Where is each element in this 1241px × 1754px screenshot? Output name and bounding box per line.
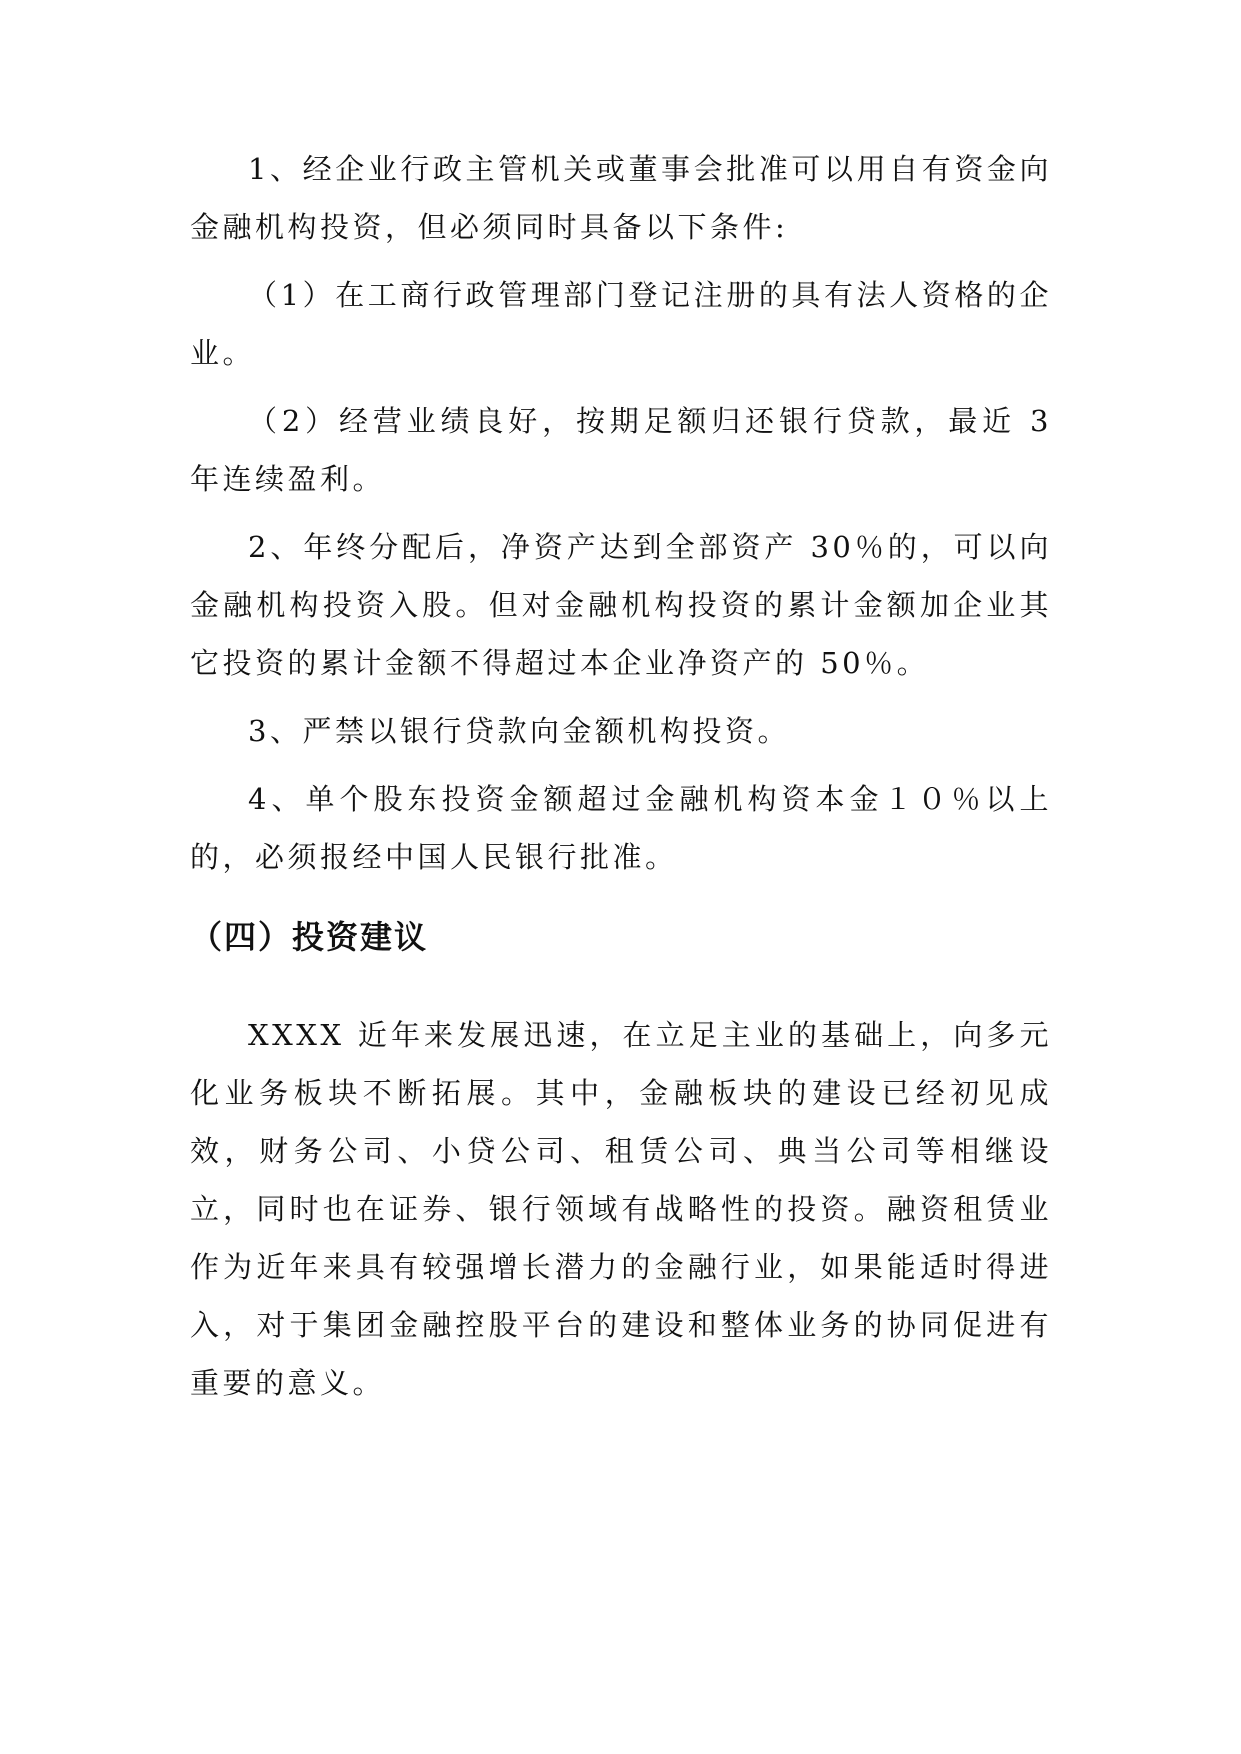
- condition-item-2: （2）经营业绩良好，按期足额归还银行贷款，最近 3 年连续盈利。: [190, 404, 1052, 496]
- condition-paragraph-3: 3、严禁以银行贷款向金额机构投资。: [248, 714, 790, 748]
- condition-item-1: （1）在工商行政管理部门登记注册的具有法人资格的企业。: [190, 278, 1052, 370]
- condition-paragraph-1: 1、经企业行政主管机关或董事会批准可以用自有资金向金融机构投资，但必须同时具备以下条件:: [190, 152, 1052, 244]
- investment-suggestion-paragraph: XXXX 近年来发展迅速，在立足主业的基础上，向多元化业务板块不断拓展。其中，金融板块的建设已经初见成效，财务公司、小贷公司、租赁公司、典当公司等相继设立，同时也在证券、银行领域有战略性的投资。融资租赁业作为近年来具有较强增长潜力的金融行业，如果能适时得进入，对于集团金融控股平台的建设和整体业务的协同促进有重要的意义。: [190, 1018, 1052, 1400]
- condition-paragraph-4: 4、单个股东投资金额超过金融机构资本金１０％以上的，必须报经中国人民银行批准。: [190, 782, 1052, 874]
- section-heading: （四）投资建议: [190, 918, 429, 956]
- condition-paragraph-2: 2、年终分配后，净资产达到全部资产 30％的，可以向金融机构投资入股。但对金融机构投资的累计金额加企业其它投资的累计金额不得超过本企业净资产的 50％。: [190, 530, 1052, 680]
- document-body: [190, 140, 1052, 1412]
